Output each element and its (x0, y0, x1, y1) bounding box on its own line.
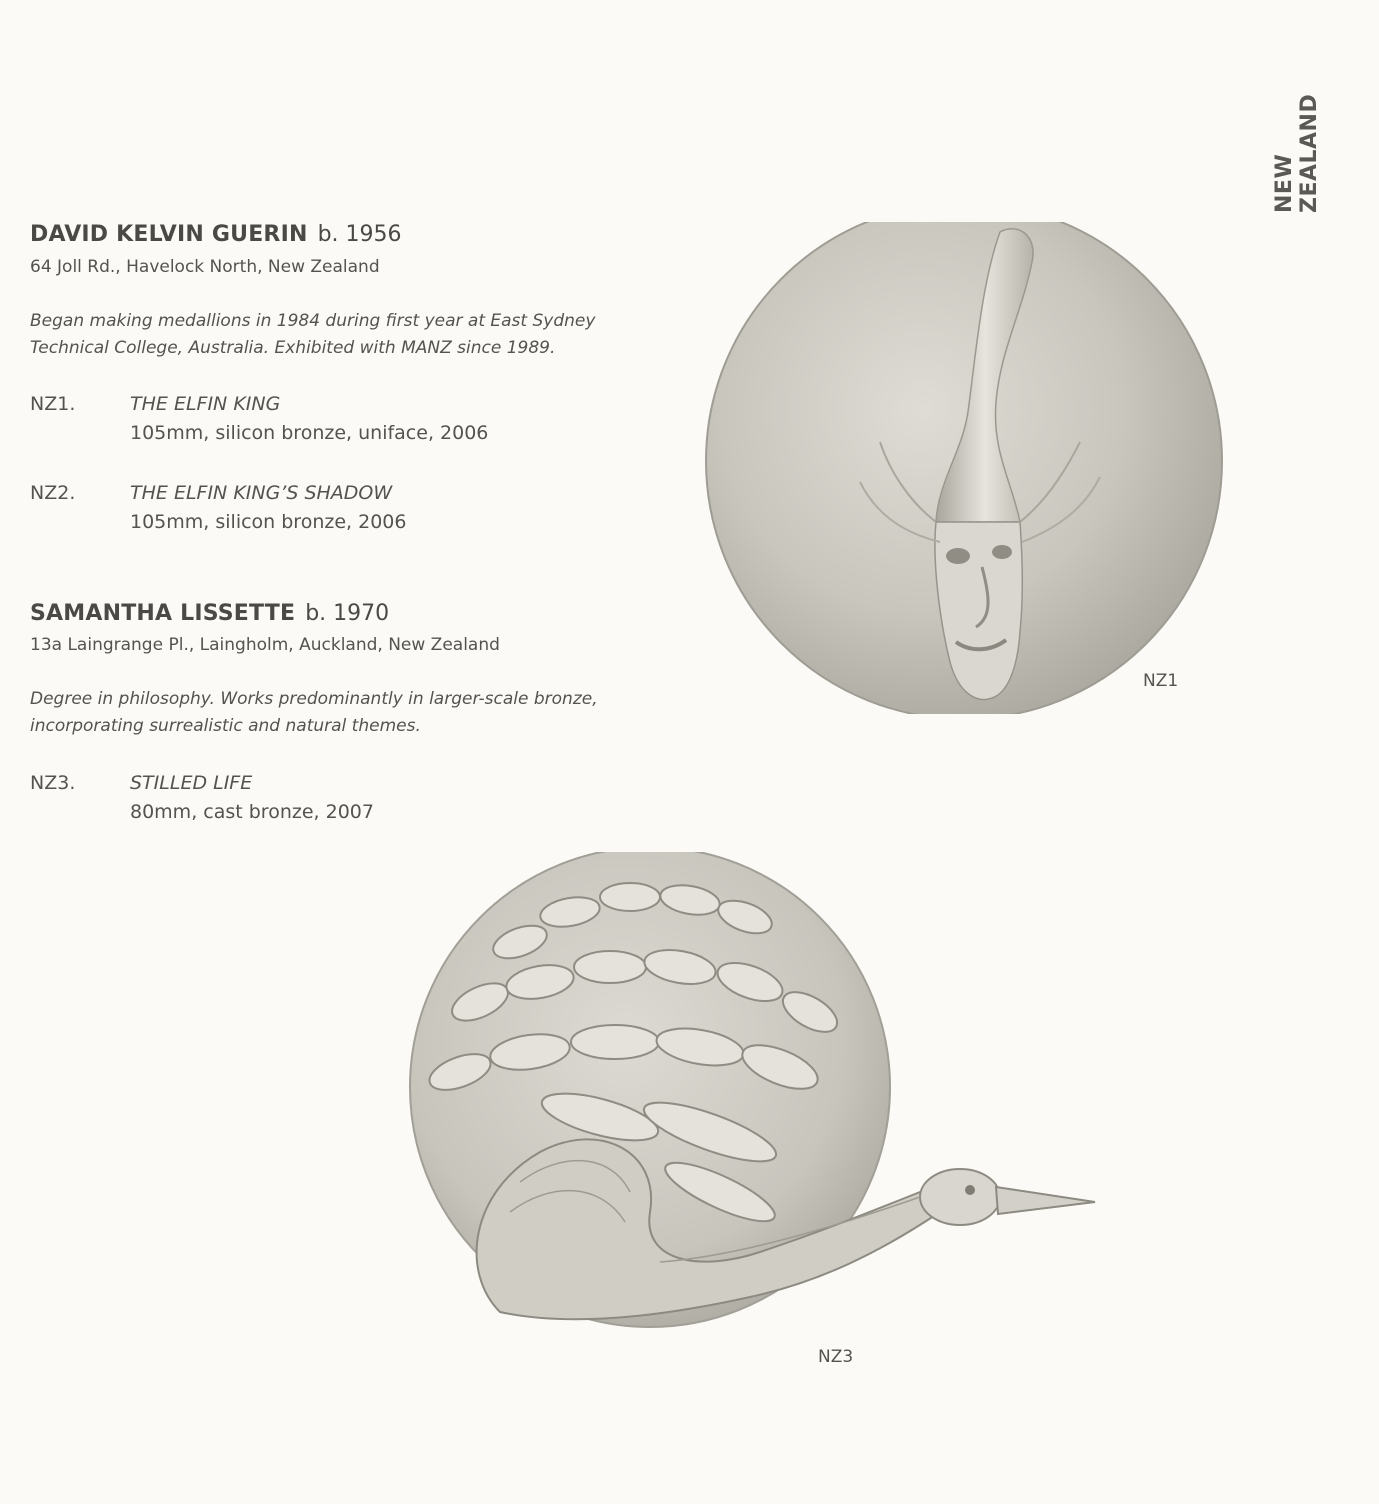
artist-heading (30, 222, 402, 247)
artist-bio (30, 686, 670, 740)
bio-line: Technical College, Australia. Exhibited with MANZ since 1989. (30, 338, 556, 358)
bio-line: Degree in philosophy. Works predominantly in larger-scale bronze, (30, 689, 598, 709)
work-entry (30, 393, 670, 453)
work-title: THE ELFIN KING (130, 393, 281, 415)
section-tab: NEW ZEALAND (1272, 93, 1322, 213)
image-caption: NZ1 (1143, 671, 1179, 691)
work-entry (30, 772, 670, 832)
image-caption: NZ3 (818, 1347, 854, 1367)
artist-name: DAVID KELVIN GUERIN (30, 222, 308, 247)
artist-address: 13a Laingrange Pl., Laingholm, Auckland, New Zealand (30, 635, 500, 655)
work-title: THE ELFIN KING’S SHADOW (130, 482, 393, 504)
artist-birth-year: b. 1956 (317, 222, 402, 247)
bio-line: Began making medallions in 1984 during first year at East Sydney (30, 311, 596, 331)
artist-birth-year: b. 1970 (305, 601, 390, 626)
work-title: STILLED LIFE (130, 772, 253, 794)
work-specs: 105mm, silicon bronze, 2006 (130, 511, 407, 533)
work-code: NZ3. (30, 772, 76, 794)
artist-bio (30, 308, 670, 362)
work-code: NZ1. (30, 393, 76, 415)
artist-heading (30, 601, 389, 626)
work-code: NZ2. (30, 482, 76, 504)
work-specs: 105mm, silicon bronze, uniface, 2006 (130, 422, 489, 444)
work-specs: 80mm, cast bronze, 2007 (130, 801, 374, 823)
swan-medallion-icon (400, 852, 1100, 1352)
elfin-king-medallion-icon (700, 222, 1230, 714)
work-entry (30, 482, 670, 542)
artist-name: SAMANTHA LISSETTE (30, 601, 296, 626)
artist-address: 64 Joll Rd., Havelock North, New Zealand (30, 257, 380, 277)
bio-line: incorporating surrealistic and natural themes. (30, 716, 421, 736)
